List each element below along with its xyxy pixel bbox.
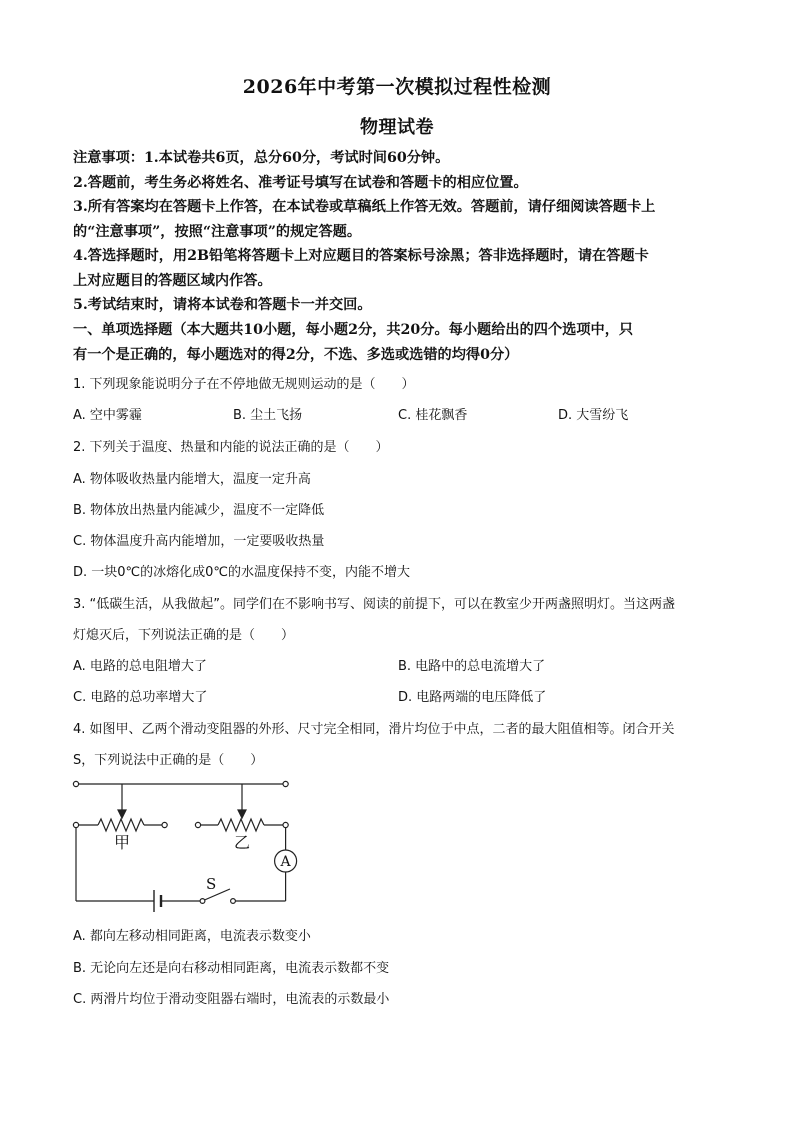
- section-heading-line: 有一个是正确的，每小题选对的得2分，不选、多选或选错的均得0分）: [73, 347, 519, 363]
- question-3-stem-continued: 灯熄灭后，下列说法正确的是（ ）: [73, 628, 295, 643]
- question-2-stem: 2. 下列关于温度、热量和内能的说法正确的是（ ）: [73, 440, 389, 455]
- question-4-option-b: B. 无论向左还是向右移动相同距离，电流表示数都不变: [73, 961, 390, 976]
- question-3-option-a: A. 电路的总电阻增大了: [73, 659, 207, 674]
- rheostat-left-zigzag: [98, 819, 144, 831]
- question-2-option-b: B. 物体放出热量内能减少，温度不一定降低: [73, 503, 325, 518]
- instruction-line: 注意事项：1.本试卷共6页，总分60分，考试时间60分钟。: [73, 150, 450, 166]
- terminal: [195, 822, 200, 827]
- question-4-stem-continued: S，下列说法中正确的是（ ）: [73, 753, 264, 768]
- instruction-line: 的“注意事项”，按照“注意事项”的规定答题。: [73, 223, 362, 240]
- question-2-option-c: C. 物体温度升高内能增加，一定要吸收热量: [73, 534, 325, 549]
- question-1-stem: 1. 下列现象能说明分子在不停地做无规则运动的是（ ）: [73, 377, 415, 392]
- slider-arrow-right: [238, 810, 246, 818]
- terminal: [73, 781, 78, 786]
- rheostat-label-right: 乙: [234, 833, 251, 852]
- instruction-line: 上对应题目的答题区域内作答。: [73, 272, 272, 289]
- question-3-option-d: D. 电路两端的电压降低了: [398, 690, 547, 705]
- instruction-line: 4.答选择题时，用2B铅笔将答题卡上对应题目的答案标号涂黑；答非选择题时，请在答题卡: [73, 248, 649, 264]
- rheostat-label-left: 甲: [114, 833, 131, 852]
- instruction-line: 2.答题前，考生务必将姓名、准考证号填写在试卷和答题卡的相应位置。: [73, 174, 528, 191]
- question-4-stem: 4. 如图甲、乙两个滑动变阻器的外形、尺寸完全相同，滑片均位于中点，二者的最大阻值相等。闭合开关: [73, 722, 675, 737]
- question-1-option-a: A. 空中雾霾: [73, 408, 142, 423]
- question-2-option-d: D. 一块0℃的冰熔化成0℃的水温度保持不变，内能不增大: [73, 565, 411, 580]
- question-1-option-b: B. 尘土飞扬: [233, 408, 303, 423]
- question-2-option-a: A. 物体吸收热量内能增大，温度一定升高: [73, 472, 311, 487]
- instruction-line: 3.所有答案均在答题卡上作答，在本试卷或草稿纸上作答无效。答题前，请仔细阅读答题卡上: [73, 199, 656, 215]
- section-heading-line: 一、单项选择题（本大题共10小题，每小题2分，共20分。每小题给出的四个选项中，只: [73, 322, 634, 338]
- question-4-option-a: A. 都向左移动相同距离，电流表示数变小: [73, 929, 311, 944]
- terminal: [283, 822, 288, 827]
- rheostat-right-zigzag: [218, 819, 264, 831]
- question-4-option-c: C. 两滑片均位于滑动变阻器右端时，电流表的示数最小: [73, 992, 390, 1007]
- exam-subtitle: 物理试卷: [360, 117, 434, 138]
- switch-label: S: [206, 875, 217, 893]
- terminal: [73, 822, 78, 827]
- slider-arrow-left: [118, 810, 126, 818]
- exam-title: 2026年中考第一次模拟过程性检测: [242, 76, 552, 98]
- question-3-stem: 3. “低碳生活，从我做起”。同学们在不影响书写、阅读的前提下，可以在教室少开两盏照明灯。当这两盏: [73, 597, 676, 612]
- question-1-option-c: C. 桂花飘香: [398, 408, 468, 423]
- circuit-diagram: [70, 772, 310, 917]
- terminal: [162, 822, 167, 827]
- switch-terminal: [200, 899, 205, 904]
- instructions: [73, 146, 723, 318]
- instruction-line: 5.考试结束时，请将本试卷和答题卡一并交回。: [73, 297, 372, 313]
- question-1-option-d: D. 大雪纷飞: [558, 408, 629, 423]
- switch-terminal: [231, 899, 236, 904]
- question-3-option-c: C. 电路的总功率增大了: [73, 690, 208, 705]
- question-3-option-b: B. 电路中的总电流增大了: [398, 659, 546, 674]
- terminal: [283, 781, 288, 786]
- ammeter-label: A: [280, 854, 291, 870]
- section-heading: [73, 318, 723, 368]
